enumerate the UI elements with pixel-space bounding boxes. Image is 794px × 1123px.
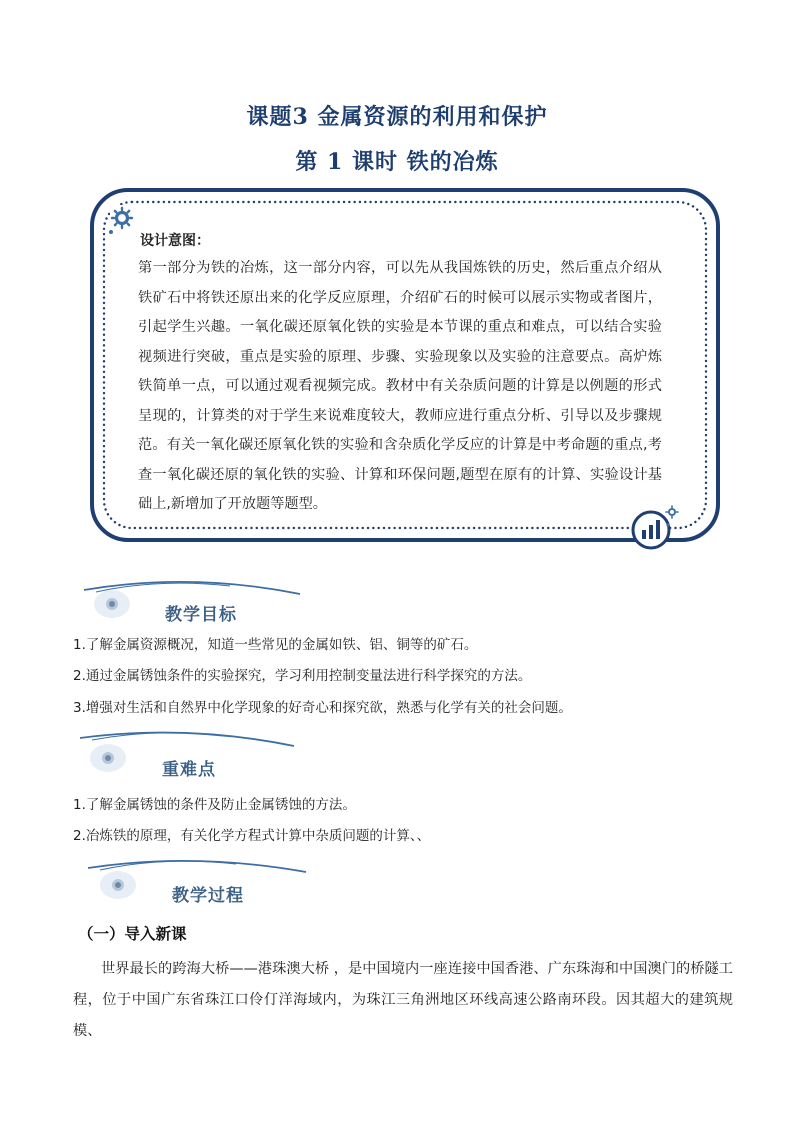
objective-item: 2.通过金属锈蚀条件的实验探究，学习利用控制变量法进行科学探究的方法。 — [73, 668, 532, 684]
objective-item: 3.增强对生活和自然界中化学现象的好奇心和探究欲，熟悉与化学有关的社会问题。 — [73, 700, 572, 716]
sun-orb-icon — [94, 590, 130, 618]
process-subheading: （一）导入新课 — [78, 925, 187, 943]
small-gear-icon — [666, 506, 678, 518]
keypoints-heading: 重难点 — [162, 760, 216, 780]
intro-paragraph: 世界最长的跨海大桥——港珠澳大桥 ，是中国境内一座连接中国香港、广东珠海和中国澳门的桥隧工程，位于中国广东省珠江口伶仃洋海域内，为珠江三角洲地区环线高速公路南环段。因其超大的建筑规模、 — [73, 961, 733, 1039]
objective-item: 1.了解金属资源概况，知道一些常见的金属如铁、铝、铜等的矿石。 — [73, 637, 478, 653]
sun-orb-icon — [90, 744, 126, 772]
design-intent-text: 第一部分为铁的冶炼，这一部分内容，可以先从我国炼铁的历史，然后重点介绍从铁矿石中将铁还原出来的化学反应原理，介绍矿石的时候可以展示实物或者图片，引起学生兴趣。一氧化碳还原氧化铁的实验是本节课的重点和难点，可以结合实验视频进行突破，重点是实验的原理、步骤、实验现象以及实验的注意要点。高炉炼铁简单一点，可以通过观看视频完成。教材中有关杂质问题的计算是以例题的形式呈现的，计算类的对于学生来说难度较大，教师应进行重点分析、引导以及步骤规范。有关一氧化碳还原氧化铁的实验和含杂质化学反应的计算是中考命题的重点,考查一氧化碳还原的氧化铁的实验、计算和环保问题,题型在原有的计算、实验设计基础上,新增加了开放题等题型。 — [138, 260, 662, 512]
lesson-subtitle: 第 1 课时 铁的冶炼 — [295, 149, 499, 175]
sun-orb-icon — [100, 871, 136, 899]
lesson-title: 课题3 金属资源的利用和保护 — [246, 104, 548, 130]
objectives-heading: 教学目标 — [165, 605, 237, 625]
keypoint-item: 1.了解金属锈蚀的条件及防止金属锈蚀的方法。 — [73, 797, 356, 813]
keypoint-item: 2.冶炼铁的原理，有关化学方程式计算中杂质问题的计算、、 — [73, 828, 431, 844]
design-intent-label: 设计意图： — [140, 233, 210, 249]
process-heading: 教学过程 — [172, 886, 244, 906]
